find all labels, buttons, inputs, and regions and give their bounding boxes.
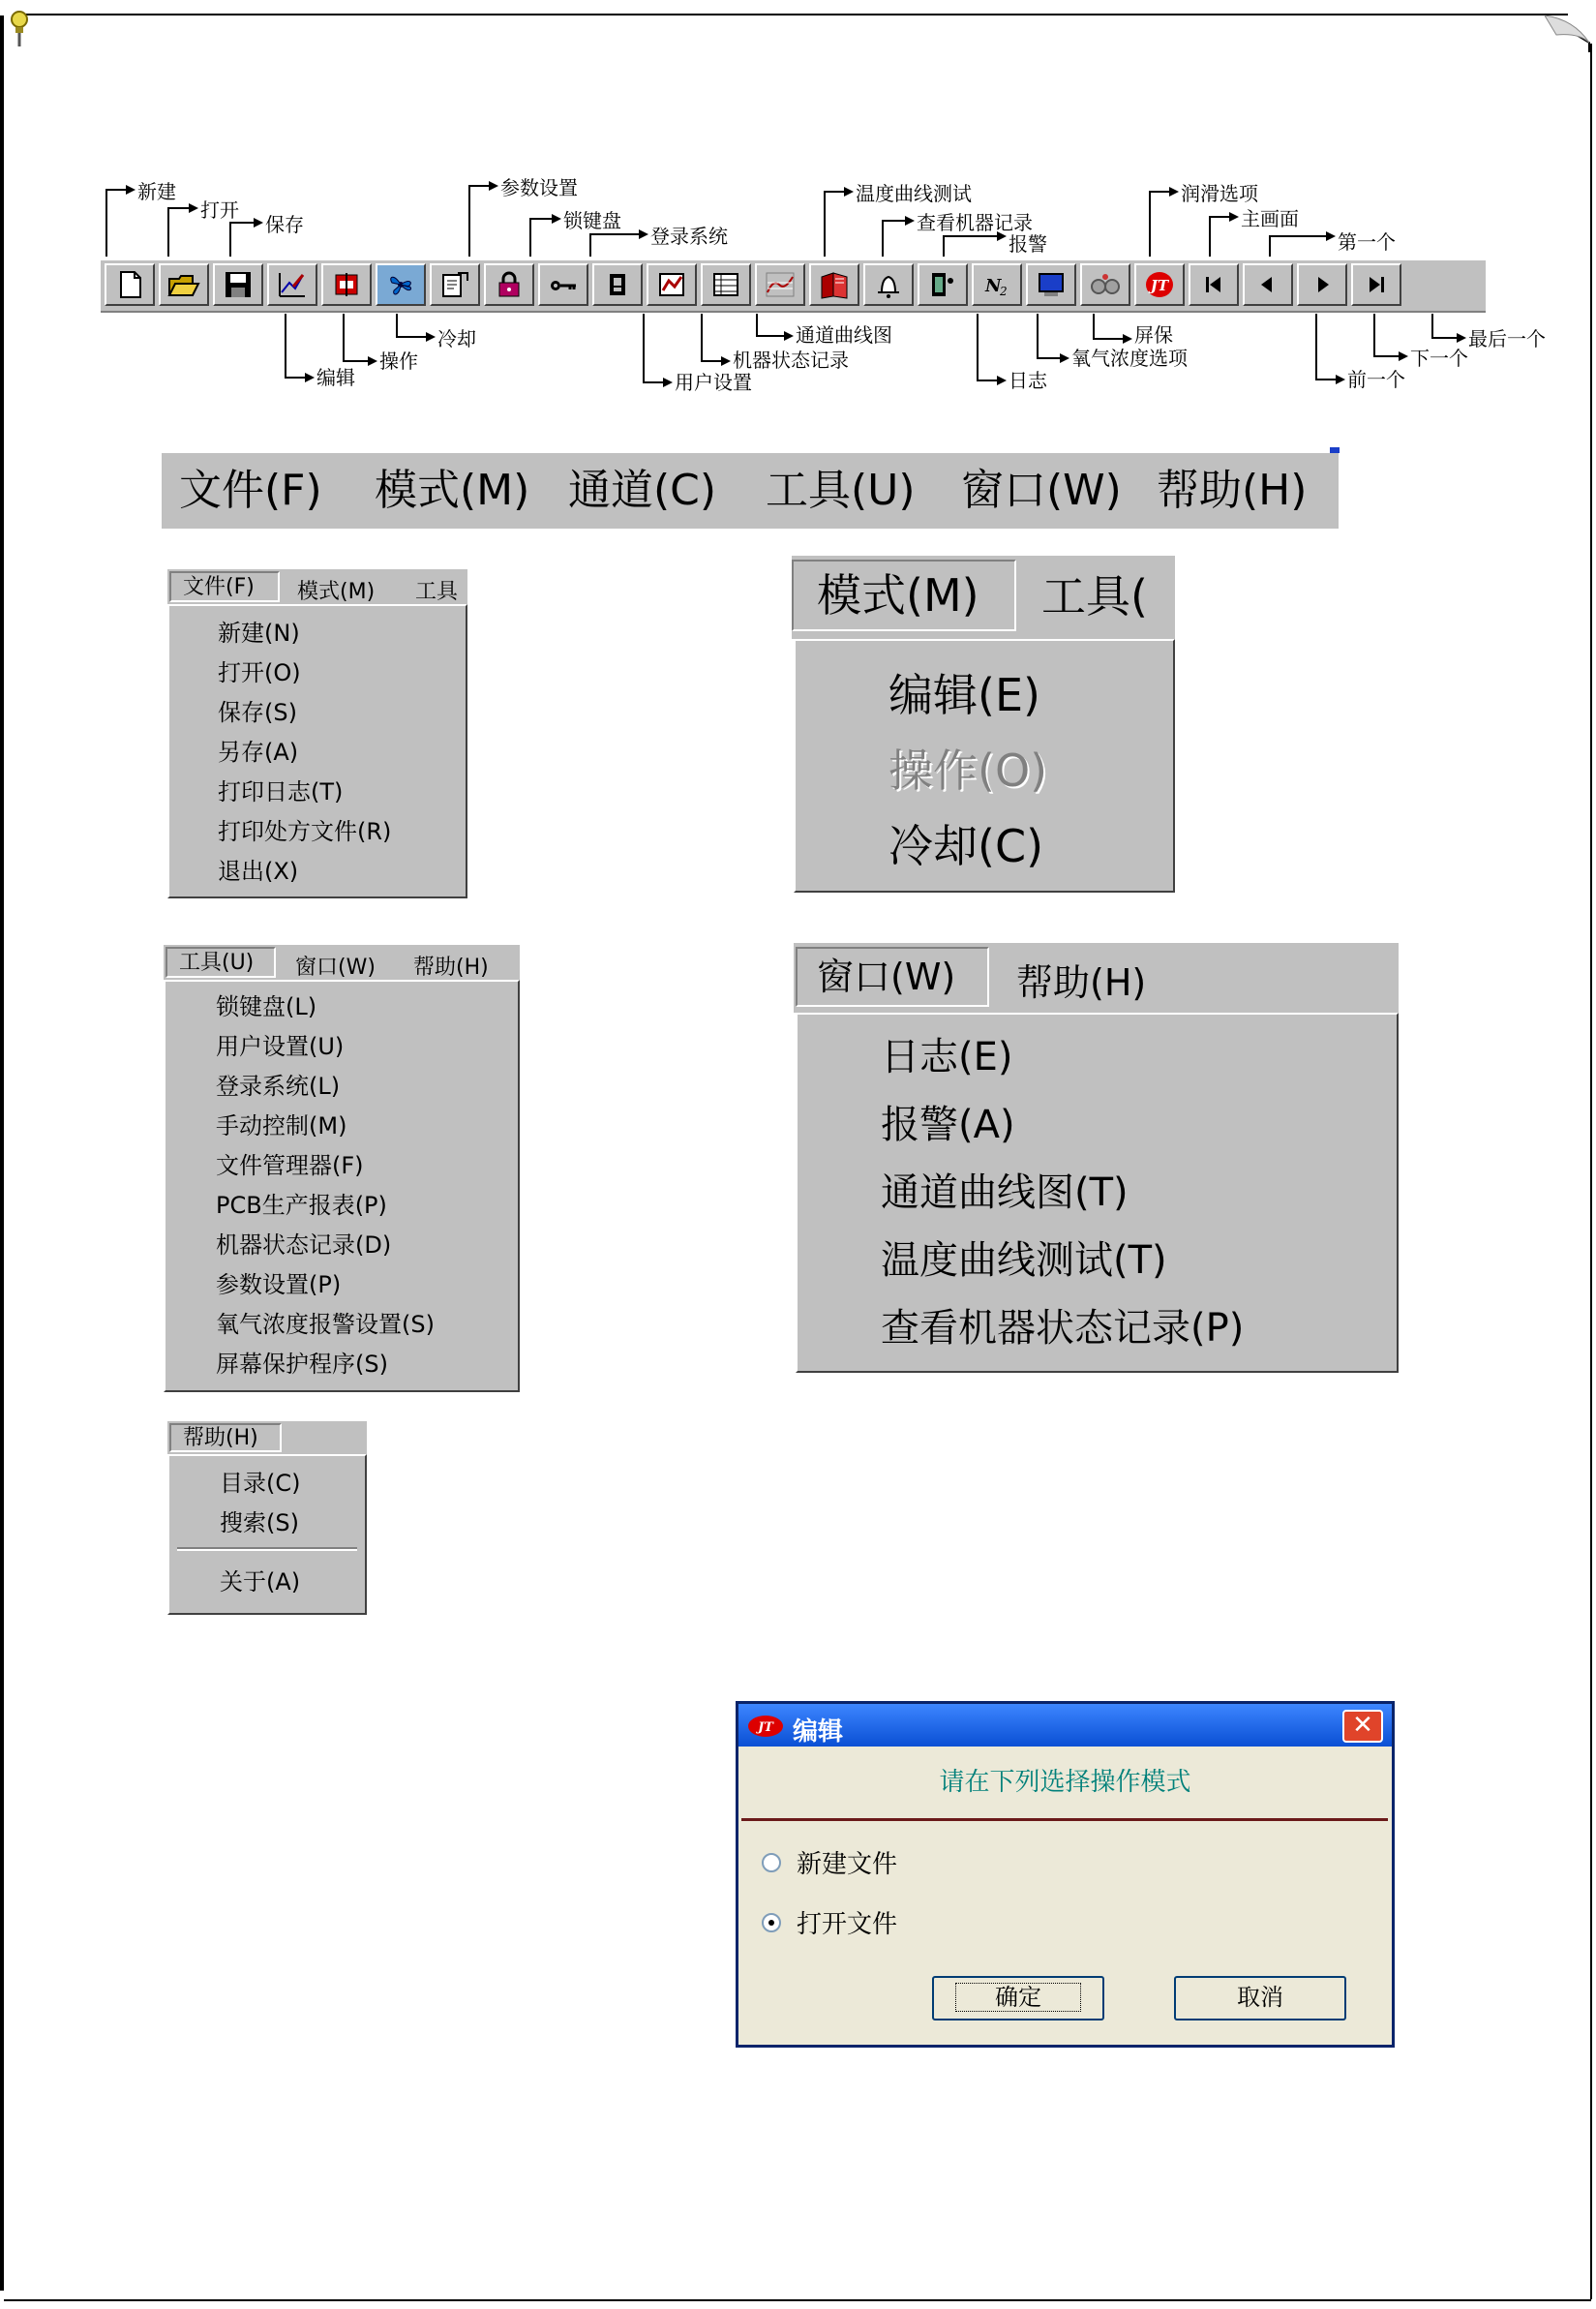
menu-channel[interactable]: 通道(C) (568, 466, 717, 515)
label-lube: 润滑选项 (1181, 182, 1258, 205)
window-menu-panel (794, 943, 1399, 1373)
tools-menu-head-help[interactable]: 帮助(H) (413, 956, 489, 980)
mode-menu-edit[interactable]: 编辑(E) (888, 669, 1040, 721)
jt-logo-icon (746, 1714, 785, 1739)
mode-menu-title[interactable]: 模式(M) (792, 560, 1016, 631)
help-menu-item[interactable]: 搜索(S) (220, 1509, 299, 1536)
file-menu-item[interactable]: 保存(S) (218, 699, 297, 726)
label-params: 参数设置 (500, 176, 578, 199)
window-menu-item[interactable]: 查看机器状态记录(P) (881, 1306, 1245, 1351)
file-menu-item[interactable]: 另存(A) (218, 739, 299, 766)
dialog-prompt: 请在下列选择操作模式 (939, 1768, 1191, 1797)
file-menu-item[interactable]: 新建(N) (218, 620, 300, 647)
tools-menu-title[interactable]: 工具(U) (166, 947, 276, 978)
file-menu-item[interactable]: 打开(O) (218, 659, 301, 686)
file-menu-item[interactable]: 打印日志(T) (218, 778, 344, 805)
tools-menu-head-window[interactable]: 窗口(W) (295, 956, 376, 980)
mode-menu-cool[interactable]: 冷却(C) (888, 820, 1044, 872)
tools-menu-item[interactable]: 氧气浓度报警设置(S) (216, 1311, 435, 1338)
radio-open-file-label[interactable]: 打开文件 (797, 1910, 898, 1939)
window-menu (796, 1013, 1399, 1373)
menubar-edge (1330, 447, 1340, 453)
label-first: 第一个 (1338, 230, 1396, 254)
page-frame-bottom (4, 2299, 1591, 2301)
cancel-button[interactable]: 取消 (1174, 1976, 1346, 2020)
help-menu-title[interactable]: 帮助(H) (169, 1423, 282, 1452)
menu-tools[interactable]: 工具(U) (766, 466, 916, 515)
label-open: 打开 (200, 198, 239, 222)
radio-open-file[interactable] (762, 1913, 781, 1932)
radio-new-file[interactable] (762, 1853, 781, 1872)
mode-menu (794, 639, 1175, 893)
dialog-title: 编辑 (793, 1717, 844, 1747)
menu-mode[interactable]: 模式(M) (375, 466, 530, 515)
label-next: 下一个 (1410, 347, 1468, 370)
radio-new-file-label[interactable]: 新建文件 (797, 1850, 898, 1879)
window-menu-item[interactable]: 日志(E) (881, 1035, 1013, 1079)
svg-text:JT: JT (1150, 277, 1169, 294)
file-menu-panel (167, 569, 467, 898)
file-menu (167, 604, 467, 898)
label-last: 最后一个 (1468, 327, 1546, 350)
mode-menu-head-tools[interactable]: 工具( (1041, 570, 1148, 623)
edit-dialog (736, 1701, 1395, 2048)
tools-menu-panel (164, 945, 520, 1392)
file-menu-title[interactable]: 文件(F) (169, 571, 280, 602)
file-menu-head-tools[interactable]: 工具 (415, 580, 459, 604)
help-menu-separator (177, 1547, 357, 1551)
file-menu-item[interactable]: 退出(X) (218, 858, 299, 885)
tools-menu-item[interactable]: PCB生产报表(P) (216, 1192, 387, 1219)
help-menu (167, 1454, 367, 1615)
menu-help[interactable]: 帮助(H) (1157, 466, 1308, 515)
label-prev: 前一个 (1347, 368, 1405, 391)
label-log: 日志 (1009, 369, 1047, 392)
help-menu-panel (167, 1421, 367, 1615)
window-menu-head-help[interactable]: 帮助(H) (1016, 961, 1147, 1004)
menubar (162, 453, 1339, 529)
tools-menu-item[interactable]: 用户设置(U) (216, 1033, 345, 1060)
tools-menu-item[interactable]: 机器状态记录(D) (216, 1231, 392, 1259)
label-cool: 冷却 (437, 327, 476, 350)
label-oxygen: 氧气浓度选项 (1071, 347, 1188, 370)
tools-menu-item[interactable]: 参数设置(P) (216, 1271, 342, 1298)
mode-menu-operate: 操作(O) (888, 744, 1048, 797)
tools-menu (164, 980, 520, 1392)
svg-text:2: 2 (1000, 285, 1008, 298)
svg-text:JT: JT (758, 1720, 773, 1735)
close-icon[interactable]: ✕ (1342, 1710, 1383, 1743)
label-temp-test: 温度曲线测试 (856, 182, 972, 205)
label-alarm: 报警 (1009, 232, 1047, 256)
file-menu-head-mode[interactable]: 模式(M) (297, 580, 376, 604)
menu-file[interactable]: 文件(F) (179, 466, 322, 515)
ok-button[interactable]: 确定 (932, 1976, 1104, 2020)
dialog-divider (741, 1818, 1388, 1821)
label-operate: 操作 (379, 349, 418, 373)
file-menu-item[interactable]: 打印处方文件(R) (218, 818, 392, 845)
label-main: 主画面 (1241, 207, 1299, 230)
label-save: 保存 (265, 213, 304, 236)
label-user: 用户设置 (675, 371, 752, 394)
tools-menu-item[interactable]: 屏幕保护程序(S) (216, 1351, 388, 1378)
help-menu-item[interactable]: 关于(A) (220, 1568, 301, 1595)
label-state-record: 机器状态记录 (733, 349, 849, 372)
dialog-titlebar (738, 1704, 1392, 1747)
svg-text:N: N (985, 276, 1002, 296)
label-lock: 锁键盘 (563, 209, 621, 232)
mode-menu-panel (792, 556, 1175, 893)
label-screensaver: 屏保 (1134, 323, 1173, 347)
tools-menu-item[interactable]: 手动控制(M) (216, 1112, 347, 1139)
label-new: 新建 (137, 180, 176, 203)
label-view-records: 查看机器记录 (917, 211, 1033, 234)
window-menu-title[interactable]: 窗口(W) (796, 947, 989, 1007)
window-menu-item[interactable]: 报警(A) (881, 1103, 1015, 1147)
label-edit: 编辑 (316, 366, 355, 389)
help-menu-item[interactable]: 目录(C) (220, 1470, 301, 1497)
tools-menu-item[interactable]: 锁键盘(L) (216, 993, 317, 1020)
label-login: 登录系统 (650, 225, 728, 248)
tools-menu-item[interactable]: 文件管理器(F) (216, 1152, 364, 1179)
tools-menu-item[interactable]: 登录系统(L) (216, 1073, 341, 1100)
menu-window[interactable]: 窗口(W) (961, 466, 1122, 515)
window-menu-item[interactable]: 温度曲线测试(T) (881, 1238, 1167, 1283)
window-menu-item[interactable]: 通道曲线图(T) (881, 1170, 1129, 1215)
label-channel-chart: 通道曲线图 (796, 323, 892, 347)
